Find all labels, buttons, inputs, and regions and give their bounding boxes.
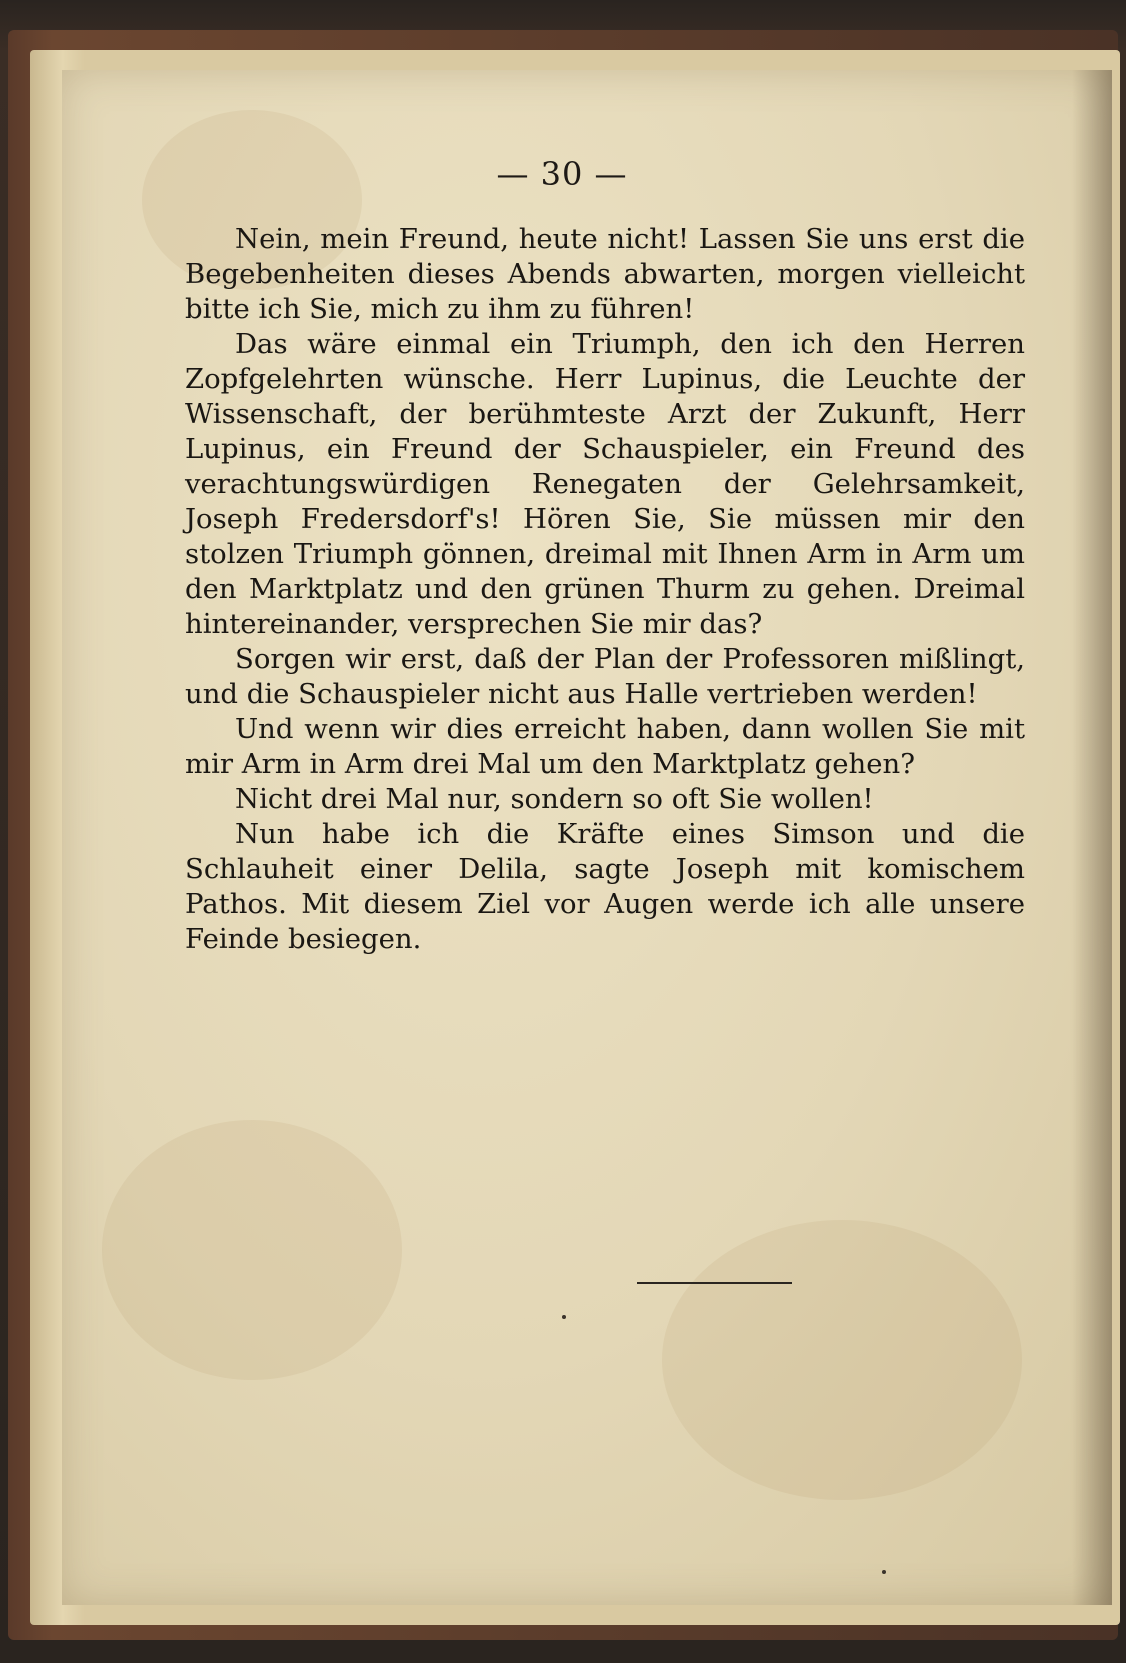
paper-stain — [102, 1120, 402, 1380]
paragraph: Nun habe ich die Kräfte eines Simson und die Schlauheit einer Delila, sagte Joseph mit komischem Pathos. Mit diesem Ziel vor Augen werde ich alle unsere Feinde besiegen. — [185, 818, 1025, 955]
section-end-rule — [637, 1282, 792, 1284]
paragraph: Sorgen wir erst, daß der Plan der Professoren mißlingt, und die Schauspieler nicht aus Halle vertrieben werden! — [185, 643, 1025, 710]
paragraph: Und wenn wir dies erreicht haben, dann wollen Sie mit mir Arm in Arm drei Mal um den Marktplatz gehen? — [185, 713, 1025, 780]
paper-stain — [662, 1220, 1022, 1500]
ink-speck — [882, 1570, 886, 1574]
spine-shadow — [1072, 70, 1112, 1605]
paragraph: Nicht drei Mal nur, sondern so oft Sie wollen! — [235, 783, 874, 815]
page-number: — 30 — — [496, 155, 628, 193]
body-text — [185, 222, 1025, 957]
ink-speck — [562, 1315, 566, 1319]
paragraph: Das wäre einmal ein Triumph, den ich den Herren Zopfgelehrten wünsche. Herr Lupinus, die Leuchte der Wissenschaft, der berühmteste Arzt der Zukunft, Herr Lupinus, ein Freund der Schauspieler, ein Freund des verachtungswürdigen Renegaten der Gelehrsamkeit, Joseph Fredersdorf's! Hören Sie, Sie müssen mir den stolzen Triumph gönnen, dreimal mit Ihnen Arm in Arm um den Marktplatz und den grünen Thurm zu gehen. Dreimal hintereinander, versprechen Sie mir das? — [185, 328, 1025, 640]
paragraph: Nein, mein Freund, heute nicht! Lassen Sie uns erst die Begebenheiten dieses Abends abwarten, morgen vielleicht bitte ich Sie, mich zu ihm zu führen! — [185, 223, 1025, 325]
